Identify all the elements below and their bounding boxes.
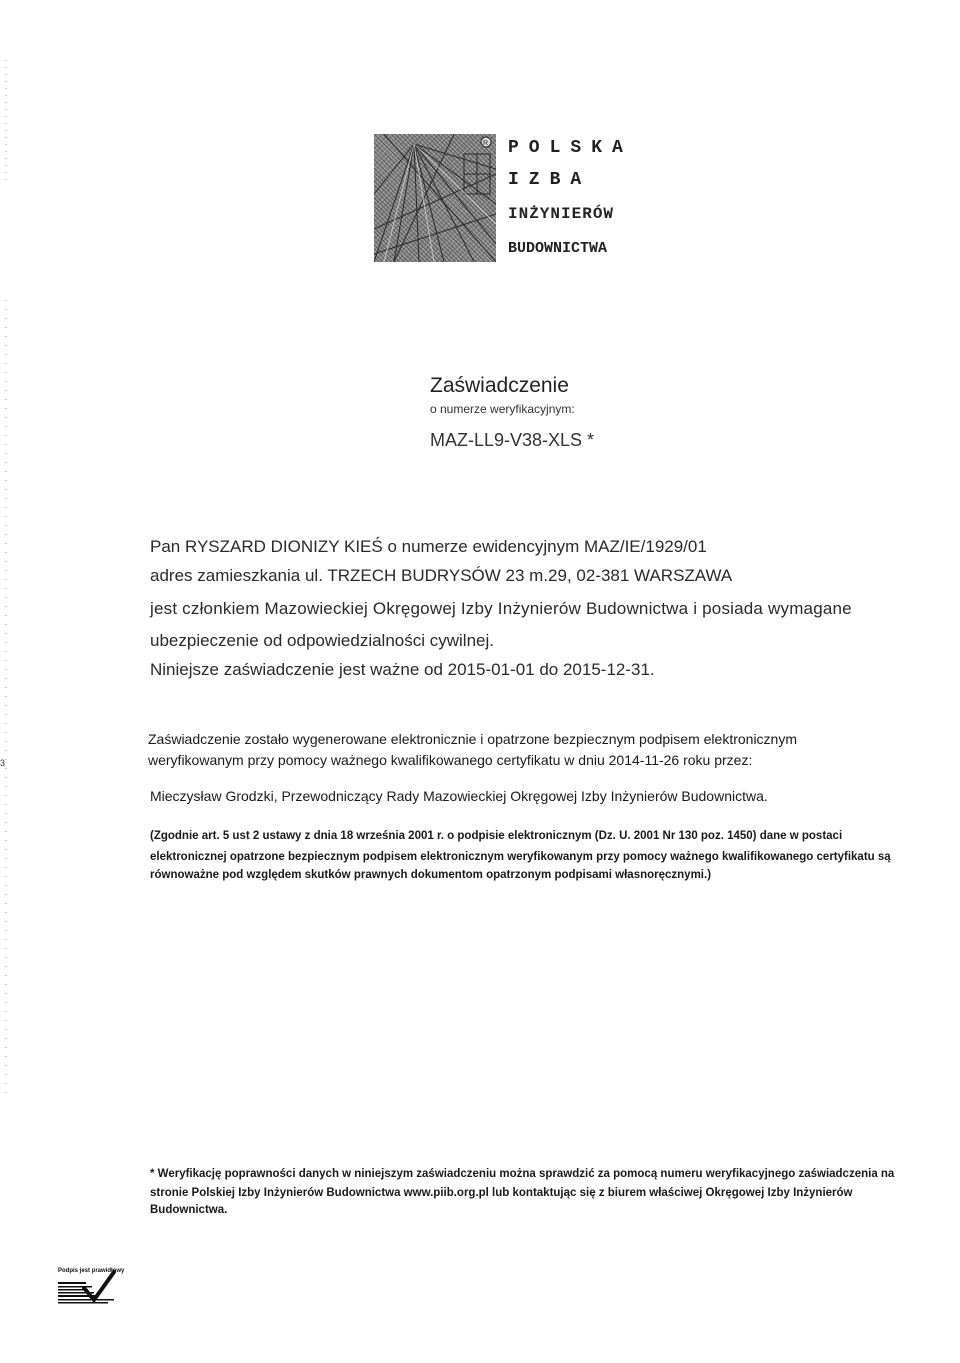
- verification-footnote-line: * Weryfikację poprawności danych w niniejszym zaświadczeniu można sprawdzić za pomocą numeru weryfikacyjnego zaświadczenia na: [150, 1168, 895, 1180]
- validity-period-line: Niniejsze zaświadczenie jest ważne od 2015-01-01 do 2015-12-31.: [150, 660, 655, 679]
- signature-notice-line: weryfikowanym przy pomocy ważnego kwalifikowanego certyfikatu w dniu 2014-11-26 roku przez:: [148, 752, 753, 768]
- logo-text-izba: IZBA: [508, 170, 592, 190]
- chamber-logo-icon: [374, 134, 496, 262]
- legal-clause-line: równoważne pod względem skutków prawnych dokumentom opatrzonym podpisami własnoręcznymi.): [150, 869, 712, 881]
- svg-text:3: 3: [0, 758, 6, 768]
- legal-clause-line: (Zgodnie art. 5 ust 2 ustawy z dnia 18 września 2001 r. o podpisie elektronicznym (Dz. U. 2001 Nr 130 poz. 1450) dane w postaci: [150, 830, 843, 842]
- logo-text-inzynierow: INŻYNIERÓW: [508, 205, 615, 223]
- member-name-line: Pan RYSZARD DIONIZY KIEŚ o numerze ewidencyjnym MAZ/IE/1929/01: [150, 537, 707, 556]
- signature-notice-line: Zaświadczenie zostało wygenerowane elektronicznie i opatrzone bezpiecznym podpisem elektronicznym: [148, 731, 797, 747]
- logo-text-budownictwa: BUDOWNICTWA: [508, 240, 608, 257]
- signer-name: Mieczysław Grodzki, Przewodniczący Rady Mazowieckiej Okręgowej Izby Inżynierów Budownictwa.: [150, 788, 768, 804]
- insurance-statement-line: ubezpieczenie od odpowiedzialności cywilnej.: [150, 631, 494, 650]
- svg-text:R: R: [483, 140, 489, 147]
- scan-margin-artifact: [0, 0, 12, 1358]
- certificate-title: Zaświadczenie: [430, 374, 569, 397]
- verification-footnote-line: stronie Polskiej Izby Inżynierów Budownictwa www.piib.org.pl lub kontaktując się z biurem właściwej Okręgowej Izby Inżynierów: [150, 1187, 853, 1199]
- verification-footnote-line: Budownictwa.: [150, 1204, 228, 1216]
- verification-code: MAZ-LL9-V38-XLS *: [430, 430, 595, 450]
- member-address-line: adres zamieszkania ul. TRZECH BUDRYSÓW 23 m.29, 02-381 WARSZAWA: [150, 566, 733, 585]
- certificate-subtitle: o numerze weryfikacyjnym:: [430, 402, 575, 416]
- legal-clause-line: elektronicznej opatrzone bezpiecznym podpisem elektronicznym weryfikowanym przy pomocy ważnego kwalifikowanego certyfikatu są: [150, 851, 891, 863]
- signature-check-icon: [56, 1268, 118, 1308]
- membership-statement-line: jest członkiem Mazowieckiej Okręgowej Izby Inżynierów Budownictwa i posiada wymagane: [150, 599, 852, 618]
- signature-valid-label: Podpis jest prawidłowy: [58, 1268, 125, 1274]
- logo-text-polska: POLSKA: [508, 138, 633, 158]
